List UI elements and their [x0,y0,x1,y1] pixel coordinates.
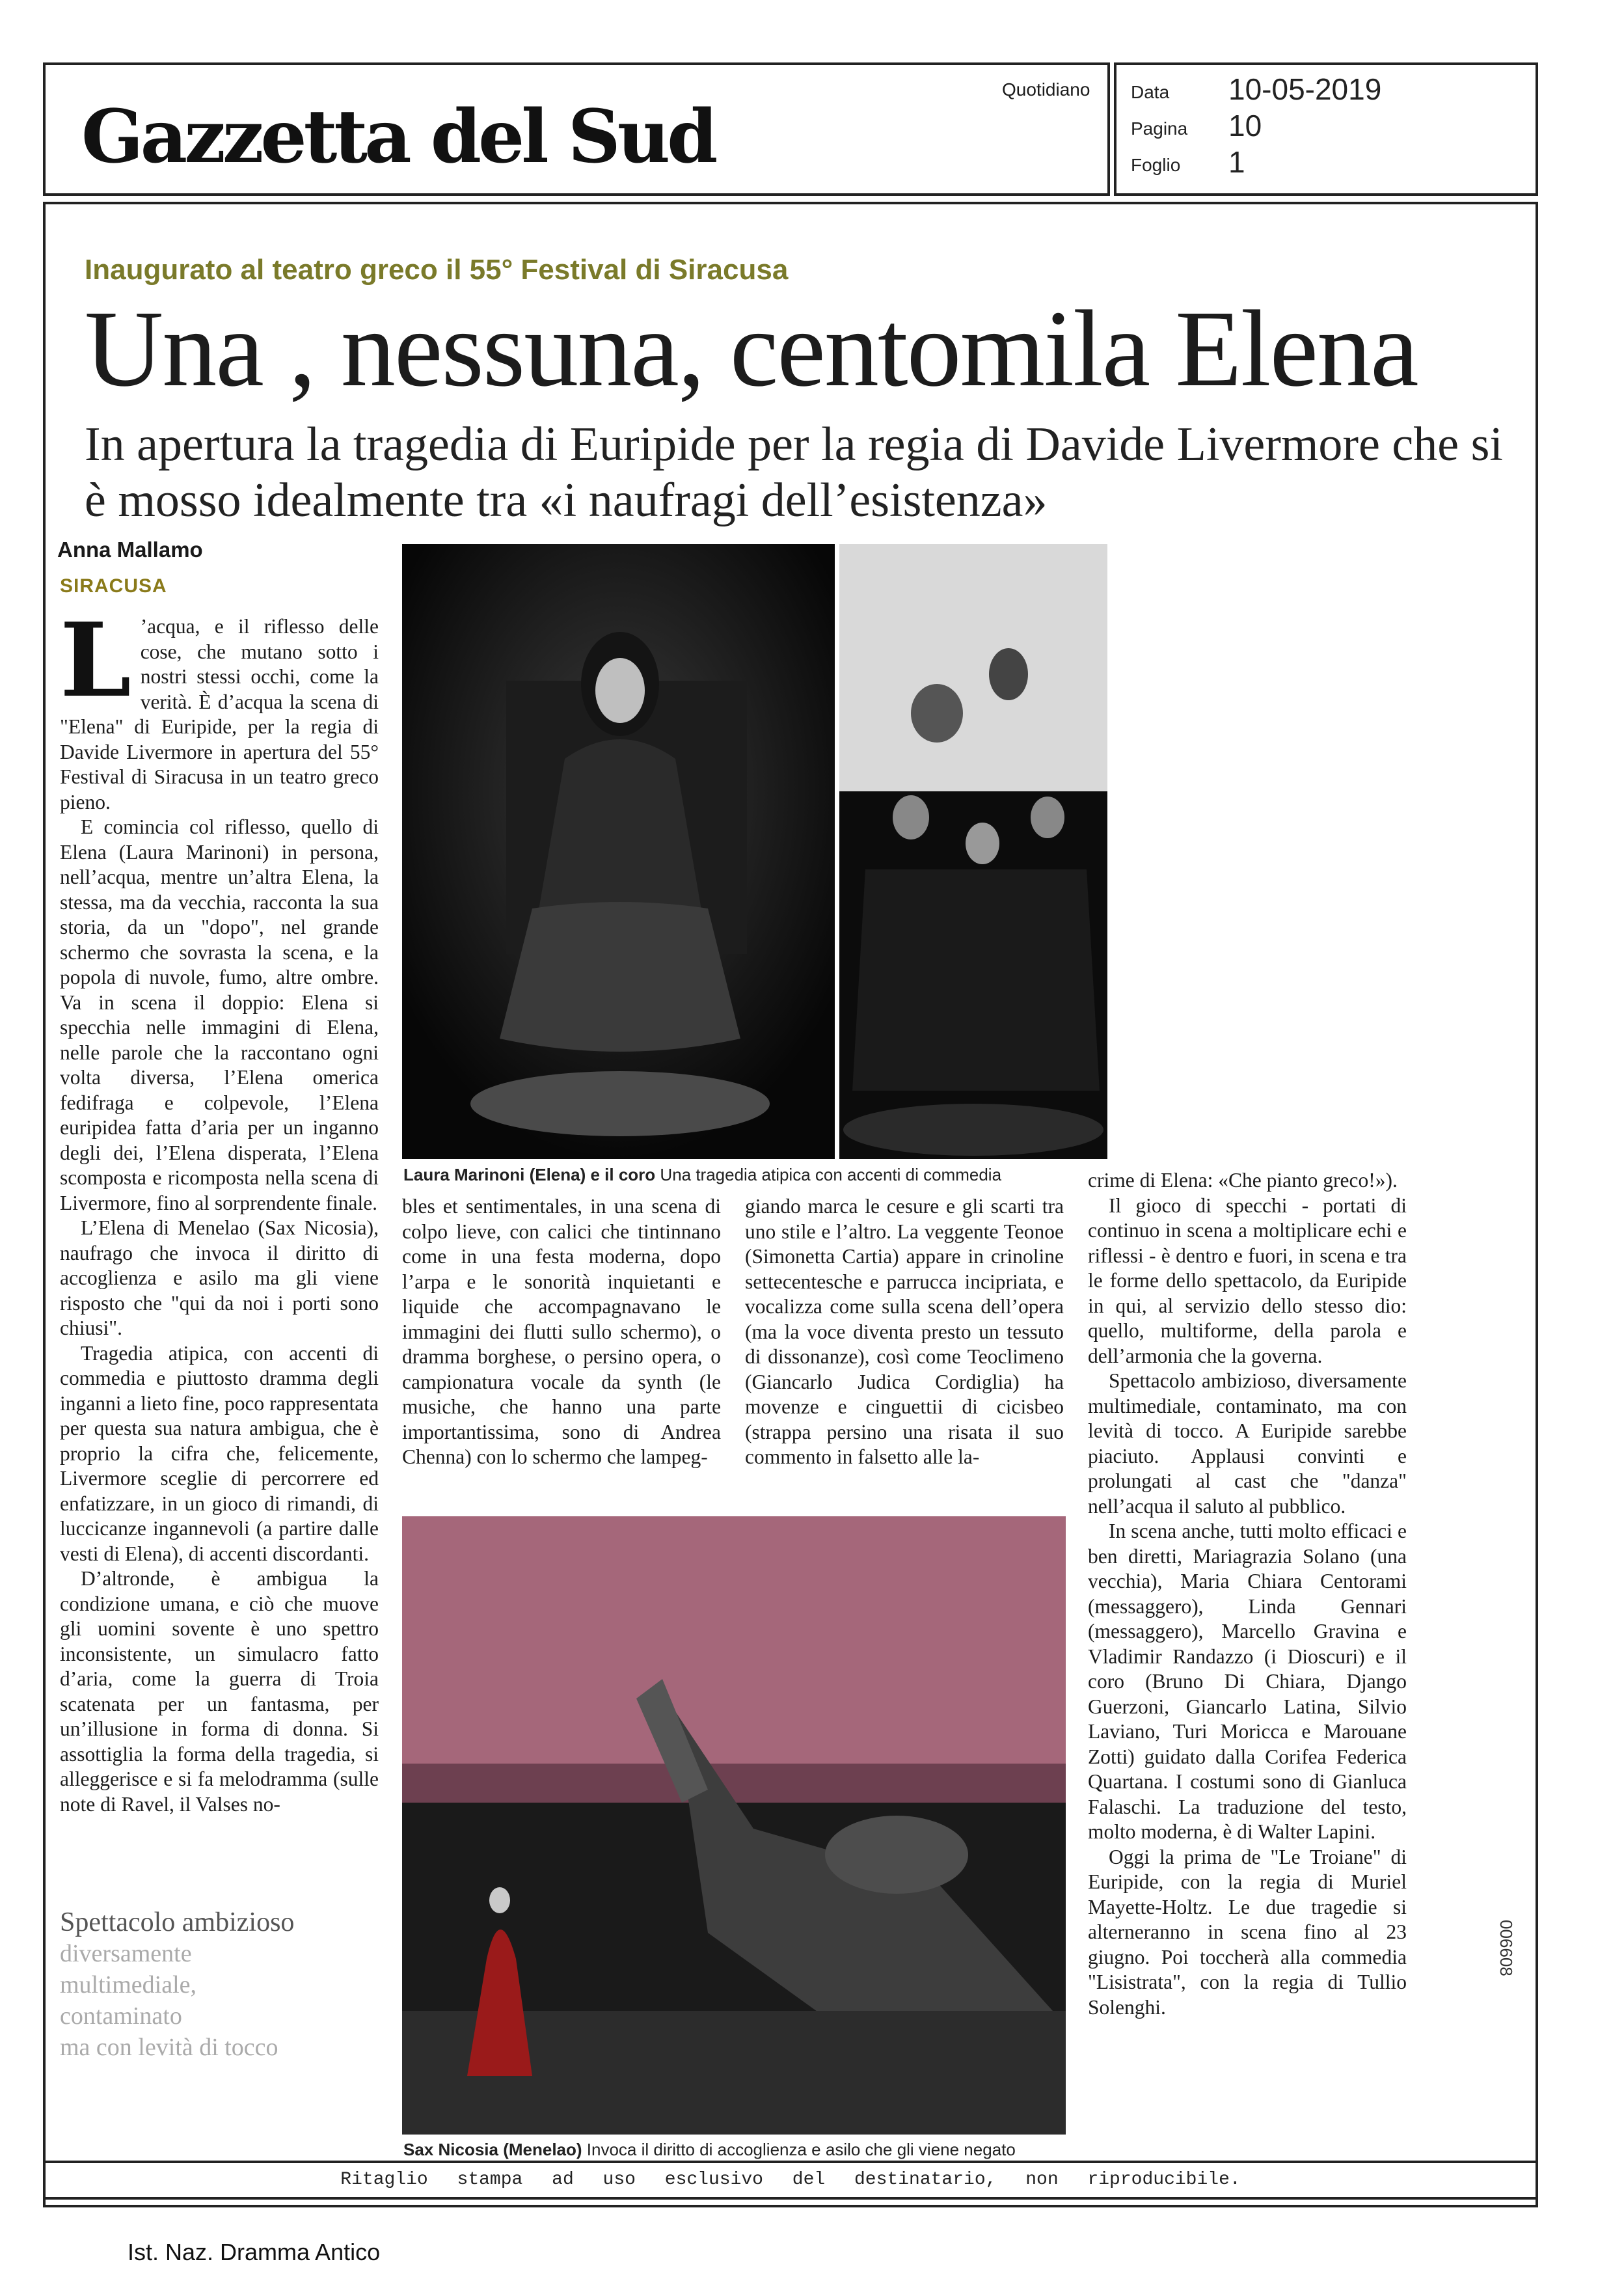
paragraph: Oggi la prima de "Le Troiane" di Euripide, con la regia di Muriel Mayette-Holtz. Le due tragedie si alterneranno in scena fino al 23 giugno. Poi toccherà alla commedia "Lisistrata", con la regia di Tullio Solenghi. [1088,1845,1407,2019]
paragraph: E comincia col riflesso, quello di Elena (Laura Marinoni) in persona, nell’acqua, mentre un’altra Elena, la stessa, ma da vecchia, racconta la sua storia, da un "dopo", nel grande schermo che sovrasta la scena, e la popola di nuvole, fumo, altre ombre. Va in scena il doppio: Elena si specchia nelle immagini di Elena, nelle parole che la raccontano ogni volta diversa, l’Elena omerica fedifraga e colpevole, l’Elena euripidea fatta d’aria per un inganno degli dei, l’Elena disperata, l’Elena scomposta e ricomposta nella scena di Livermore, fino al sorprendente finale. [60,815,379,1214]
author: Anna Mallamo [57,538,203,562]
paragraph: bles et sentimentales, in una scena di colpo lieve, con calici che tintinnano come in una festa moderna, dopo l’arpa e le sonorità inquietanti e liquide che accompagnavano le immagini dei flutti sullo schermo), o dramma borghese, o persino opera, o campionatura vocale da synth (le musiche, che hanno una parte importantissima, sono di Andrea Chenna) con lo schermo che lampeg- [402,1195,721,1468]
paragraph: In scena anche, tutti molto efficaci e ben diretti, Mariagrazia Solano (una vecchia), Maria Chiara Centorami (messaggero), Linda Gennari (messaggero), Marcello Gravina e Vladimir Randazzo (i Dioscuri) e il coro (Bruno Di Chiara, Django Guerzoni, Giancarlo Latina, Silvio Laviano, Turi Moricca e Marouane Zotti) guidato dalla Corifea Federica Quartana. I costumi sono di Gianluca Falaschi. La traduzione del testo, molto moderna, è di Walter Lapini. [1088,1520,1407,1843]
paragraph: D’altronde, è ambigua la condizione umana, e ciò che muove gli uomini sovente è uno spettro inconsistente, un simulacro fatto d’aria, come la guerra di Troia scatenata per un fantasma, per un’illusione in forma di donna. Si assottiglia la forma della tragedia, si alleggerisce e si fa melodramma (sulle note di Ravel, il Valses no- [60,1567,379,1816]
paragraph: L’Elena di Menelao (Sax Nicosia), naufrago che invoca il diritto di accoglienza e asilo ma gli viene risposto che "qui da noi i porti sono chiusi". [60,1216,379,1339]
pull-quote-line: diversamente [60,1940,192,1967]
column-3 [745,1194,1064,1470]
drop-cap: L [60,601,131,720]
photo-chorus-image [839,544,1107,1159]
page-label: Pagina [1131,118,1188,139]
paragraph: giando marca le cesure e gli scarti tra uno stile e l’altro. La veggente Teonoe (Simonetta Cartia) appare in crinoline settecentesche e parrucca incipriata, e vocalizza come sulla scena dell’opera (ma la voce diventa presto un tessuto di dissonanze), così come Teoclimeno (Giancarlo Judica Cordiglia) ha movenze e cinguettii di cicisbeo (strappa persino una risata il suo commento in falsetto alle la- [745,1195,1064,1468]
pull-quote-line: contaminato [60,2002,182,2030]
column-1 [60,601,379,1817]
paragraph: L ’acqua, e il riflesso delle cose, che mutano sotto i nostri stessi occhi, come la verità. È d’acqua la scena di "Elena" di Euripide, per la regia di Davide Livermore in apertura del 55° Festival di Siracusa in un teatro greco pieno. [60,601,379,813]
photo-menelao [402,1516,1066,2135]
date-value: 10-05-2019 [1228,72,1382,106]
paragraph: Il gioco di specchi - portati di continuo in scena a moltiplicare echi e riflessi - è dentro e fuori, in scena e tra le forme dello spettacolo, da Euripide in qui, al servizio dello stesso dio: quello, multiforme, della parola e dell’armonia che la governa. [1088,1194,1407,1367]
archive-code: 006608 [1496,1920,1516,1976]
pull-quote-line: Spettacolo ambizioso [60,1907,295,1937]
subheadline: In apertura la tragedia di Euripide per la regia di Davide Livermore che si è mosso idealmente tra «i naufragi dell’esistenza» [85,418,1503,527]
caption-photo-3: Sax Nicosia (Menelao) Invoca il diritto di accoglienza e asilo che gli viene negato [403,2140,1016,2159]
publication-type: Quotidiano [1002,79,1090,100]
dateline: SIRACUSA [60,575,167,597]
photo-elena-throne [402,544,835,1159]
copyright-notice: Ritaglio stampa ad uso esclusivo del destinatario, non riproducibile. [340,2170,1241,2190]
photo-menelao-image [402,1516,1066,2135]
photo-chorus [839,544,1107,1159]
column-2 [402,1194,721,1470]
pull-quote-line: ma con levità di tocco [60,2034,278,2061]
page-value: 10 [1228,109,1262,143]
column-4 [1088,1168,1407,2020]
caption-photo-1: Laura Marinoni (Elena) e il coro Una tragedia atipica con accenti di commedia [403,1165,1002,1184]
masthead-title: Gazzetta del Sud [81,94,715,180]
headline: Una , nessuna, centomila Elena [85,288,1418,409]
pull-quote-line: multimediale, [60,1971,197,1999]
paragraph: crime di Elena: «Che pianto greco!»). [1088,1169,1398,1192]
institution-name: Ist. Naz. Dramma Antico [128,2239,381,2265]
pull-quote [60,1907,294,2063]
date-label: Data [1131,82,1170,102]
paragraph: Tragedia atipica, con accenti di commedia e piuttosto dramma degli inganni a lieto fine, poco rappresentata per questa sua natura ambigua, che è proprio la cifra che, felicemente, Livermore sceglie di percorrere ed enfatizzare, in un gioco di rimandi, di luccicanze ingannevoli (a partire dalle vesti di Elena), di accenti discordanti. [60,1341,379,1565]
kicker: Inaugurato al teatro greco il 55° Festival di Siracusa [85,254,789,286]
paragraph: Spettacolo ambizioso, diversamente multimediale, contaminato, ma con levità di tocco. A Euripide sarebbe piaciuto. Applausi convinti e prolungati al cast che "danza" nell’acqua il saluto al pubblico. [1088,1369,1407,1518]
photo-elena-image [402,544,835,1159]
sheet-label: Foglio [1131,155,1181,175]
sheet-value: 1 [1228,145,1245,179]
